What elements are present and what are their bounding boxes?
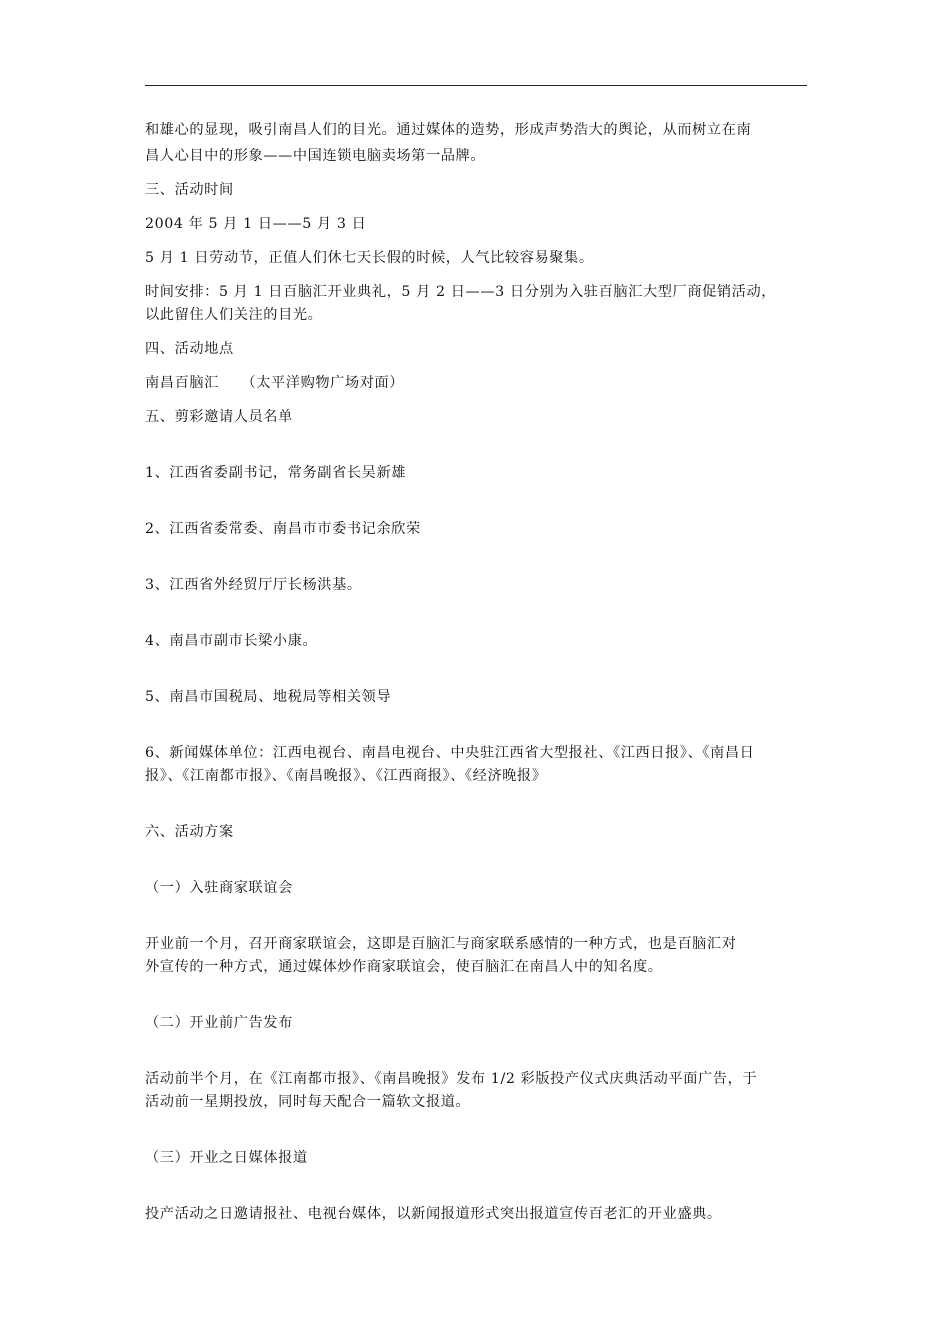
- paragraph-line: 投产活动之日邀请报社、电视台媒体，以新闻报道形式突出报道宣传百老汇的开业盛典。: [145, 1206, 722, 1222]
- paragraph-line: 和雄心的显现，吸引南昌人们的目光。通过媒体的造势，形成声势浩大的舆论，从而树立在南: [145, 122, 752, 138]
- subsection-heading: （二）开业前广告发布: [145, 1015, 293, 1031]
- list-item: 4、南昌市副市长梁小康。: [145, 633, 318, 649]
- paragraph-line: 活动前一星期投放，同时每天配合一篇软文报道。: [145, 1094, 471, 1110]
- header-rule: [145, 85, 807, 86]
- paragraph-line: 活动前半个月，在《江南都市报》、《南昌晚报》发布 1/2 彩版投产仪式庆典活动平面广告，于: [145, 1071, 758, 1087]
- section-heading-location: 四、活动地点: [145, 341, 234, 357]
- subsection-heading: （一）入驻商家联谊会: [145, 880, 293, 896]
- section-heading-plan: 六、活动方案: [145, 824, 234, 840]
- paragraph-line: 5 月 1 日劳动节，正值人们休七天长假的时候，人气比较容易聚集。: [145, 250, 594, 266]
- paragraph-line: 昌人心目中的形象——中国连锁电脑卖场第一品牌。: [145, 148, 486, 164]
- paragraph-line: 时间安排：5 月 1 日百脑汇开业典礼，5 月 2 日——3 日分别为入驻百脑汇大型厂商促销活动，: [145, 284, 777, 300]
- list-item: 1、江西省委副书记，常务副省长吴新雄: [145, 465, 407, 481]
- paragraph-line: 2004 年 5 月 1 日——5 月 3 日: [145, 216, 367, 232]
- section-heading-invitees: 五、剪彩邀请人员名单: [145, 409, 293, 425]
- list-item: 3、江西省外经贸厅厅长杨洪基。: [145, 577, 362, 593]
- paragraph-line: 南昌百脑汇 （太平洋购物广场对面）: [145, 375, 405, 391]
- paragraph-line: 以此留住人们关注的目光。: [145, 307, 323, 323]
- paragraph-line: 开业前一个月，召开商家联谊会，这即是百脑汇与商家联系感情的一种方式，也是百脑汇对: [145, 936, 737, 952]
- list-item: 5、南昌市国税局、地税局等相关领导: [145, 689, 392, 705]
- paragraph-line: 外宣传的一种方式，通过媒体炒作商家联谊会，使百脑汇在南昌人中的知名度。: [145, 959, 663, 975]
- list-item: 报》、《江南都市报》、《南昌晚报》、《江西商报》、《经济晚报》: [145, 768, 547, 784]
- subsection-heading: （三）开业之日媒体报道: [145, 1150, 308, 1166]
- section-heading-time: 三、活动时间: [145, 182, 234, 198]
- list-item: 2、江西省委常委、南昌市市委书记余欣荣: [145, 521, 421, 537]
- list-item: 6、新闻媒体单位：江西电视台、南昌电视台、中央驻江西省大型报社、《江西日报》、《南昌日: [145, 745, 755, 761]
